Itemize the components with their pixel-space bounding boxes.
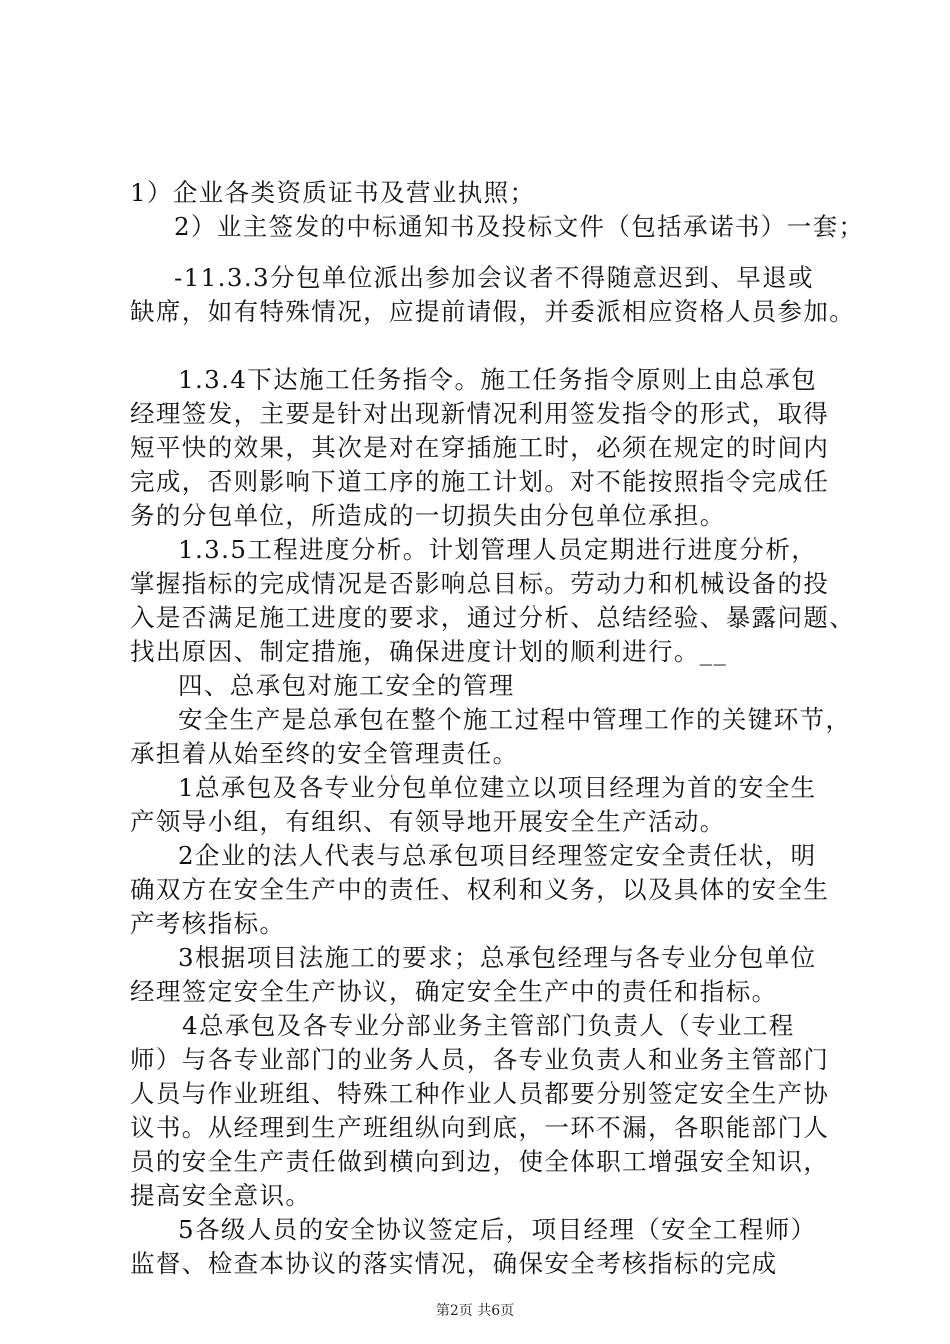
text-line: 安全生产是总承包在整个施工过程中管理工作的关键环节， <box>178 705 852 734</box>
text-line: 产考核指标。 <box>130 909 286 938</box>
text-line: 3根据项目法施工的要求；总承包经理与各专业分包单位 <box>178 943 817 972</box>
text-line: 经理签发，主要是针对出现新情况利用签发指令的形式，取得 <box>130 399 830 428</box>
text-line: 掌握指标的完成情况是否影响总目标。劳动力和机械设备的投 <box>130 569 830 598</box>
text-line: 提高安全意识。 <box>130 1181 312 1210</box>
text-line: 2企业的法人代表与总承包项目经理签定安全责任状，明 <box>178 841 817 870</box>
text-line: 经理签定安全生产协议，确定安全生产中的责任和指标。 <box>130 977 778 1006</box>
text-line: 2）业主签发的中标通知书及投标文件（包括承诺书）一套； <box>174 212 865 241</box>
text-line: 1.3.5工程进度分析。计划管理人员定期进行进度分析， <box>178 535 818 564</box>
text-line: 5各级人员的安全协议签定后，项目经理（安全工程师） <box>178 1215 817 1244</box>
text-line: 议书。从经理到生产班组纵向到底，一环不漏，各职能部门人 <box>130 1113 830 1142</box>
text-line: 缺席，如有特殊情况，应提前请假，并委派相应资格人员参加。 <box>130 297 856 326</box>
text-line: 找出原因、制定措施，确保进度计划的顺利进行。__ <box>130 637 728 666</box>
text-line: 监督、检查本协议的落实情况，确保安全考核指标的完成 <box>130 1249 778 1278</box>
text-line: 完成，否则影响下道工序的施工计划。对不能按照指令完成任 <box>130 467 830 496</box>
text-line: 承担着从始至终的安全管理责任。 <box>130 739 519 768</box>
text-line: 1.3.4下达施工任务指令。施工任务指令原则上由总承包 <box>178 365 818 394</box>
text-line: 短平快的效果，其次是对在穿插施工时，必须在规定的时间内 <box>130 433 830 462</box>
text-line: 员的安全生产责任做到横向到边，使全体职工增强安全知识， <box>130 1147 830 1176</box>
section-heading: 四、总承包对施工安全的管理 <box>178 671 515 700</box>
text-line: 4总承包及各专业分部业务主管部门负责人（专业工程 <box>182 1011 795 1040</box>
text-line: 1）企业各类资质证书及营业执照； <box>130 178 536 207</box>
text-line: 产领导小组，有组织、有领导地开展安全生产活动。 <box>130 807 726 836</box>
text-line: -11.3.3分包单位派出参加会议者不得随意迟到、早退或 <box>174 263 814 292</box>
text-line: 确双方在安全生产中的责任、权利和义务，以及具体的安全生 <box>130 875 830 904</box>
text-line: 人员与作业班组、特殊工种作业人员都要分别签定安全生产协 <box>130 1079 830 1108</box>
text-line: 务的分包单位，所造成的一切损失由分包单位承担。 <box>130 501 726 530</box>
page-number-footer: 第2页 共6页 <box>435 1303 515 1319</box>
text-line: 入是否满足施工进度的要求，通过分析、总结经验、暴露问题、 <box>130 603 856 632</box>
text-line: 1总承包及各专业分包单位建立以项目经理为首的安全生 <box>178 773 817 802</box>
text-line: 师）与各专业部门的业务人员，各专业负责人和业务主管部门 <box>130 1045 830 1074</box>
